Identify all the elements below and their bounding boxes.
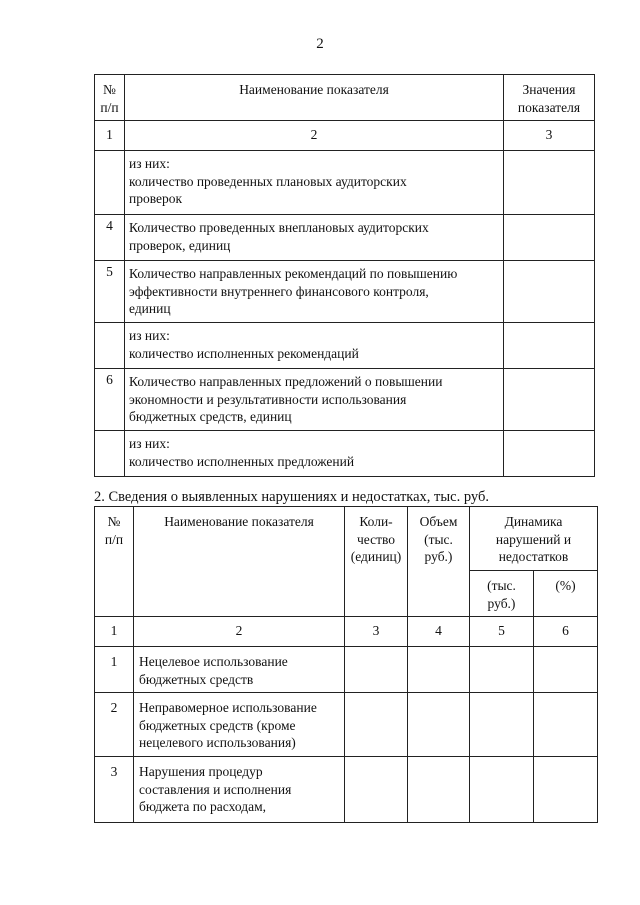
row-value xyxy=(504,323,595,369)
row-name-line: нецелевого использования) xyxy=(139,735,296,751)
row-name-line: Нарушения процедур xyxy=(139,764,263,779)
row-number xyxy=(95,151,125,215)
row-dynamics-pct-cell xyxy=(534,757,598,823)
row-name-line: единиц xyxy=(129,301,171,317)
header-line: № xyxy=(107,514,121,529)
table1-header-row xyxy=(95,75,595,121)
row-number: 3 xyxy=(95,757,134,823)
column-number: 2 xyxy=(125,121,504,151)
header-line: № xyxy=(103,82,116,97)
row-dynamics-pct-cell xyxy=(534,647,598,693)
row-name-line: составления и исполнения xyxy=(139,781,292,797)
table-row xyxy=(95,431,595,477)
table2-header-volume xyxy=(408,507,470,617)
row-number: 4 xyxy=(95,215,125,261)
row-dynamics-abs-cell xyxy=(470,757,534,823)
row-number: 5 xyxy=(95,261,125,323)
row-name-line: эффективности внутреннего финансового контроля, xyxy=(129,283,429,299)
section-heading: 2. Сведения о выявленных нарушениях и недостатках, тыс. руб. xyxy=(94,489,489,505)
row-name-line: бюджетных средств (кроме xyxy=(139,717,296,733)
row-number xyxy=(95,323,125,369)
table1-header-num xyxy=(95,75,125,121)
row-name-line: из них: xyxy=(129,156,170,171)
row-value xyxy=(504,261,595,323)
row-value xyxy=(504,215,595,261)
row-dynamics-pct-cell xyxy=(534,693,598,757)
column-number: 2 xyxy=(134,617,345,647)
header-line: нарушений и xyxy=(495,531,572,547)
row-dynamics-abs-cell xyxy=(470,647,534,693)
column-number: 1 xyxy=(95,617,134,647)
table-row xyxy=(95,369,595,431)
header-line: недостатков xyxy=(498,549,569,565)
row-name-line: количество проведенных плановых аудиторских xyxy=(129,173,407,189)
row-name xyxy=(125,215,504,261)
header-line: п/п xyxy=(100,99,119,115)
header-line: руб.) xyxy=(487,595,516,611)
column-number: 4 xyxy=(408,617,470,647)
column-number: 3 xyxy=(504,121,595,151)
header-line: Динамика xyxy=(504,514,563,529)
row-name xyxy=(134,647,345,693)
row-name-line: количество исполненных предложений xyxy=(129,453,355,469)
table-row xyxy=(95,261,595,323)
row-volume-cell xyxy=(408,757,470,823)
row-value xyxy=(504,431,595,477)
row-count-cell xyxy=(345,693,408,757)
row-name-line: из них: xyxy=(129,436,170,451)
row-name-line: бюджетных средств, единиц xyxy=(129,409,292,425)
row-number: 6 xyxy=(95,369,125,431)
row-number: 2 xyxy=(95,693,134,757)
column-number: 1 xyxy=(95,121,125,151)
table-row xyxy=(95,757,598,823)
violations-table xyxy=(94,506,598,823)
row-name-line: экономности и результативности использования xyxy=(129,391,407,407)
table-row xyxy=(95,151,595,215)
indicator-values-table xyxy=(94,74,595,477)
row-name-line: из них: xyxy=(129,328,170,343)
header-line: (единиц) xyxy=(350,549,402,565)
row-name-line: Количество направленных рекомендаций по повышению xyxy=(129,266,458,281)
row-dynamics-abs-cell xyxy=(470,693,534,757)
row-name-line: бюджета по расходам, xyxy=(139,799,266,815)
row-name xyxy=(125,151,504,215)
row-count-cell xyxy=(345,757,408,823)
row-volume-cell xyxy=(408,693,470,757)
row-name xyxy=(125,261,504,323)
table2-column-numbers-row xyxy=(95,617,598,647)
table2-header-num xyxy=(95,507,134,617)
table1-header-value xyxy=(504,75,595,121)
row-name xyxy=(125,323,504,369)
header-line: руб.) xyxy=(424,549,453,565)
row-value xyxy=(504,151,595,215)
table2-header-name: Наименование показателя xyxy=(134,507,345,617)
table2-header-dynamics-pct: (%) xyxy=(534,571,598,617)
row-number: 1 xyxy=(95,647,134,693)
row-number xyxy=(95,431,125,477)
row-name-line: количество исполненных рекомендаций xyxy=(129,345,359,361)
row-count-cell xyxy=(345,647,408,693)
table2-header-row xyxy=(95,507,598,571)
header-line: Коли- xyxy=(359,514,393,529)
row-name-line: бюджетных средств xyxy=(139,671,254,687)
row-name-line: проверок xyxy=(129,191,183,207)
row-value xyxy=(504,369,595,431)
table2-header-count xyxy=(345,507,408,617)
header-line: Значения xyxy=(522,82,576,97)
column-number: 6 xyxy=(534,617,598,647)
header-line: чество xyxy=(356,531,396,547)
table-row xyxy=(95,323,595,369)
row-name-line: проверок, единиц xyxy=(129,237,231,253)
row-name xyxy=(134,693,345,757)
column-number: 3 xyxy=(345,617,408,647)
header-line: п/п xyxy=(104,531,124,547)
header-line: (тыс. xyxy=(487,578,516,593)
table-row xyxy=(95,215,595,261)
header-line: Объем xyxy=(419,514,458,529)
row-name xyxy=(125,431,504,477)
table-row xyxy=(95,647,598,693)
row-name xyxy=(134,757,345,823)
row-name-line: Неправомерное использование xyxy=(139,700,317,715)
table1-column-numbers-row xyxy=(95,121,595,151)
table-row xyxy=(95,693,598,757)
column-number: 5 xyxy=(470,617,534,647)
row-name-line: Нецелевое использование xyxy=(139,654,288,669)
header-line: (тыс. xyxy=(424,531,453,547)
row-name-line: Количество проведенных внеплановых аудиторских xyxy=(129,220,429,235)
table2-header-dynamics xyxy=(470,507,598,571)
header-line: показателя xyxy=(517,99,581,115)
table2-header-dynamics-abs xyxy=(470,571,534,617)
table1-header-name: Наименование показателя xyxy=(125,75,504,121)
row-name-line: Количество направленных предложений о повышении xyxy=(129,374,443,389)
page-number: 2 xyxy=(316,36,324,52)
row-name xyxy=(125,369,504,431)
row-volume-cell xyxy=(408,647,470,693)
